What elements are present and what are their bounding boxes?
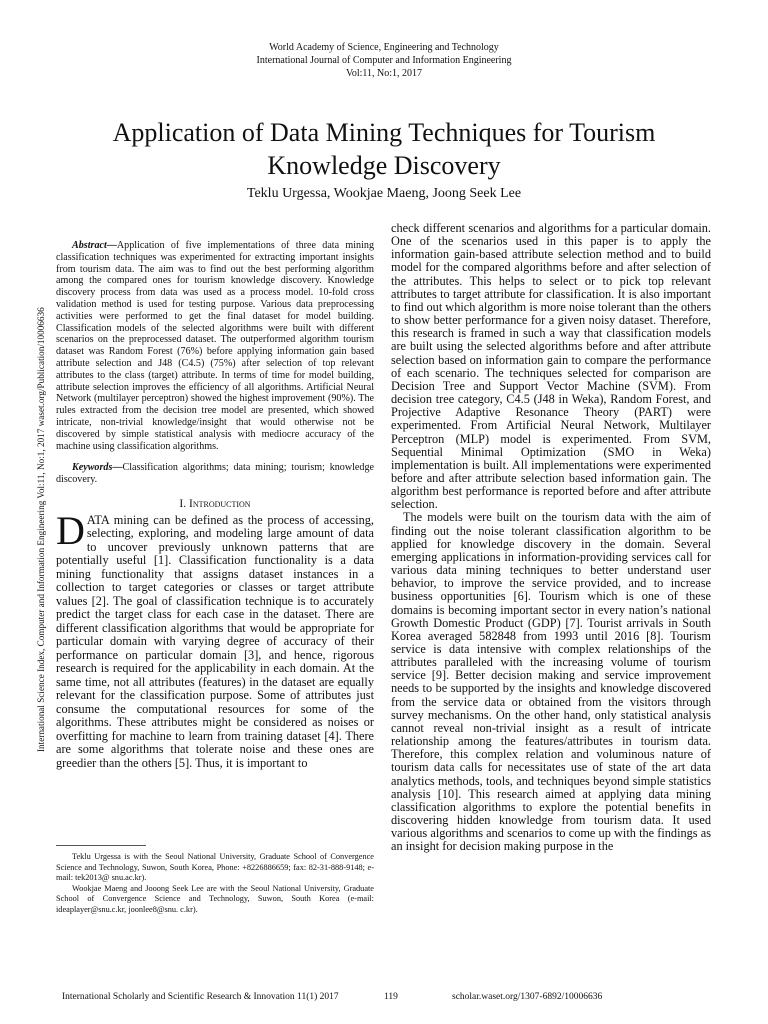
journal-header-line1: World Academy of Science, Engineering and Technology — [269, 42, 499, 53]
intro-text: ATA mining can be defined as the process of accessing, selecting, exploring, and modeling large amount of data to uncover previously unknown patterns that are potentially useful [1]. Classification functionality is a data mining functionality that assigns dataset instances in a collection to target categories or classes or target attribute values [2]. The goal of classification technique is to accurately predict the target class for each case in the dataset. There are different classification algorithms that would be appropriate for particular domain with varying degree of accuracy of their performance on particular domain [3], and hence, rigorous research is required for the applicability in each domain. At the same time, not all attributes (features) in the dataset are equally relevant for the classification purpose. Some of attributes just consume the computational resources for some of the algorithms. These attributes might be considered as noises or overfitting for machine to learn from training dataset [4]. There are some algorithms that tolerate noise and these ones are greedier than the others [5]. Thus, it is important to — [56, 512, 374, 770]
paper-title — [40, 116, 728, 182]
footer-right: scholar.waset.org/1307-6892/10006636 — [452, 992, 603, 1002]
journal-header-volume: Vol:11, No:1, 2017 — [345, 68, 423, 79]
footer-page-number: 119 — [384, 992, 398, 1002]
abstract-dash: — — [106, 240, 117, 251]
sidebar-index-text: International Science Index, Computer and Information Engineering Vol:11, No:1, 2017 waset.org/Publication/10006636 — [36, 307, 46, 752]
paper-authors: Teklu Urgessa, Wookjae Maeng, Joong Seek Lee — [246, 186, 522, 201]
section-title: Introduction — [188, 497, 251, 510]
footnote-author-2: Wookjae Maeng and Jooong Seek Lee are with the Seoul National University, Graduate School of Convergence Science and Technology, Suwon, South Korea (e-mail: ideaplayer@snu.c.kr, joonlee8@snu. c.kr). — [56, 883, 374, 914]
footnotes — [56, 852, 374, 916]
keywords-text: Classification algorithms; data mining; tourism; knowledge discovery. — [56, 462, 374, 486]
intro-paragraph — [56, 507, 374, 771]
paper-title-line1: Application of Data Mining Techniques for Tourism — [112, 118, 656, 147]
section-heading-introduction — [56, 498, 374, 510]
abstract-label: Abstract — [72, 240, 107, 251]
keywords — [56, 462, 374, 486]
left-column — [56, 222, 374, 770]
abstract — [56, 240, 374, 452]
keywords-dash: — — [112, 462, 123, 474]
section-number: I. — [179, 497, 187, 510]
paper-title-line2: Knowledge Discovery — [267, 151, 501, 180]
right-paragraph-2: The models were built on the tourism data with the aim of finding out the noise tolerant classification algorithm to be applied for knowledge discovery in the domain. Several emerging applications in information-providing services call for various data mining techniques to better understand user behavior, to improve the service provided, and to increase business opportunities [6]. Tourism which is one of these domains is becoming important sector in every nation’s national Growth Domestic Product (GDP) [7]. Tourist arrivals in South Korea averaged 582848 from 1993 until 2016 [8]. Tourism service is data intensive with complex relationships of the attributes paralleled with the increasing volume of tourism service [9]. Better decision making and service improvement needs to be supported by the insights and knowledge discovered from the service data or obtained from the visitors through survey mechanisms. On the other hand, only statistical analysis cannot reveal non-trivial insight as a result of intricate relationship among the features/attributes in tourism data. Therefore, this complex relation and voluminous nature of tourism data calls for necessitates use of state of the art data analytics methods, tools, and techniques beyond simple statistics analysis [10]. This research aimed at applying data mining classification algorithms to explore the potential benefits in discovering hidden knowledge from tourism data. It used various algorithms and scenarios to come up with the findings as an insight for decision making purpose in the — [391, 510, 711, 854]
keywords-label: Keywords — [72, 462, 113, 474]
right-paragraph-1: check different scenarios and algorithms for a particular domain. One of the scenarios used in this paper is to apply the information gain-based attribute selection method and to build model for the compared algorithms before and after selection of the attributes. This helps to select or to pick top relevant attributes to target attribute for classification. It is also important to find out which algorithm is more noise tolerant than the others to show better performance for a given noisy dataset. Therefore, this research is framed in such a way that classification models are built using the selected algorithms before and after attribute selection based on information gain to compare the performance of each scenario. The techniques selected for comparison are Decision Tree and Support Vector Machine (SVM). From decision tree category, C4.5 (J48 in Weka), Random Forest, and Projective Adaptive Resonance Theory (PART) were experimented. From Artificial Neural Network, Multilayer Perceptron (MLP) model is experimented. From SVM, Sequential Minimal Optimization (SMO in Weka) implementation is built. All implementations were experimented before and after attribute selection based information gain. The algorithm best performance is reported before and after attribute selection. — [391, 221, 711, 512]
footnote-author-1: Teklu Urgessa is with the Seoul National University, Graduate School of Convergence Science and Technology, Suwon, South Korea, Phone: +8226886659; fax: 82-31-888-9148; e-mail: tek2013@ snu.ac.kr). — [56, 852, 374, 883]
journal-header-line2: International Journal of Computer and Information Engineering — [256, 55, 512, 66]
right-column — [391, 222, 711, 854]
footnote-rule — [56, 845, 146, 846]
drop-cap: D — [56, 507, 85, 553]
abstract-text: Application of five implementations of three data mining classification techniques was experimented for extracting important insights from tourism data. The aim was to find out the best performing algorithm among the compared ones for tourism knowledge discovery. Knowledge discovery process from data was used as a process model. 10-fold cross validation method is used for testing purpose. Various data preprocessing activities were performed to get the final dataset for model building. Classification models of the selected algorithms were built with different scenarios on the preprocessed dataset. The outperformed algorithm tourism dataset was Random Forest (76%) before applying information gain based attribute selection and J48 (C4.5) (75%) after selection of top relevant attributes to the class (target) attribute. In terms of time for model building, attribute selection improves the efficiency of all algorithms. Artificial Neural Network (multilayer perceptron) showed the highest improvement (90%). The rules extracted from the decision tree model are presented, which showed intricate, non-trivial knowledge/insight that would otherwise not be discovered by simple statistical analysis with mediocre accuracy of the machine using classification algorithms. — [56, 240, 374, 452]
footer-left: International Scholarly and Scientific Research & Innovation 11(1) 2017 — [62, 992, 339, 1002]
